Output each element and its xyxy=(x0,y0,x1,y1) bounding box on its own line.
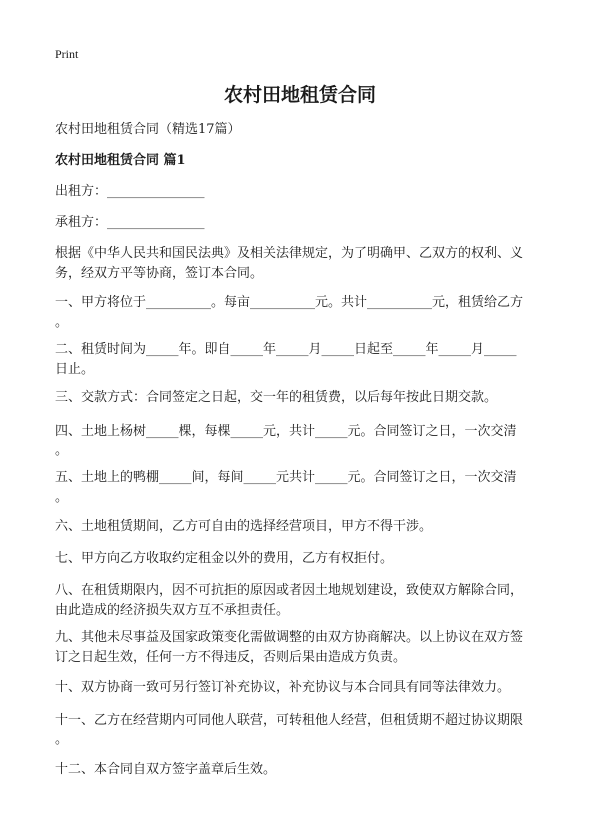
clause-2-line-2: 日止。 xyxy=(55,362,95,377)
clause-4-line-2: 。 xyxy=(55,443,69,458)
page-title: 农村田地租赁合同 xyxy=(223,84,376,106)
clause-5-line-2: 。 xyxy=(55,490,69,505)
section-title: 农村田地租赁合同 篇1 xyxy=(55,153,186,168)
clause-5-line-1: 五、土地上的鸭棚_____间，每间_____元共计_____元。合同签订之日，一次交清 xyxy=(55,470,517,485)
intro-line-1: 根据《中华人民共和国民法典》及相关法律规定，为了明确甲、乙双方的权利、义 xyxy=(55,246,524,261)
clause-3: 三、交款方式：合同签定之日起，交一年的租赁费，以后每年按此日期交款。 xyxy=(55,390,498,405)
intro-line-2: 务，经双方平等协商，签订本合同。 xyxy=(55,266,264,281)
clause-1-line-1: 一、甲方将位于__________。每亩__________元。共计__________元，租赁给乙方 xyxy=(55,295,524,310)
lessee-line: 承租方：_______________ xyxy=(55,215,205,230)
clause-11-line-1: 十一、乙方在经营期内可同他人联营，可转租他人经营，但租赁期不超过协议期限 xyxy=(55,713,524,728)
clause-4-line-1: 四、土地上杨树_____棵，每棵_____元，共计_____元。合同签订之日，一次交清 xyxy=(55,424,517,439)
clause-8-line-1: 八、在租赁期限内，因不可抗拒的原因或者因土地规划建设，致使双方解除合同， xyxy=(55,583,524,598)
clause-9-line-1: 九、其他未尽事益及国家政策变化需做调整的由双方协商解决。以上协议在双方签 xyxy=(55,630,524,645)
clause-9-line-2: 订之日起生效，任何一方不得违反，否则后果由造成方负责。 xyxy=(55,650,407,665)
clause-7: 七、甲方向乙方收取约定租金以外的费用，乙方有权拒付。 xyxy=(55,551,394,566)
clause-6: 六、土地租赁期间，乙方可自由的选择经营项目，甲方不得干涉。 xyxy=(55,519,433,534)
clause-8-line-2: 由此造成的经济损失双方互不承担责任。 xyxy=(55,603,290,618)
clause-1-line-2: 。 xyxy=(55,315,69,330)
clause-2-line-1: 二、租赁时间为_____年。即自_____年_____月_____日起至_____年_____月_____ xyxy=(55,342,517,357)
document-subtitle: 农村田地租赁合同（精选17篇） xyxy=(55,122,241,137)
clause-12: 十二、本合同自双方签字盖章后生效。 xyxy=(55,762,277,777)
lessor-line: 出租方：_______________ xyxy=(55,184,205,199)
clause-11-line-2: 。 xyxy=(55,732,69,747)
clause-10: 十、双方协商一致可另行签订补充协议，补充协议与本合同具有同等法律效力。 xyxy=(55,680,511,695)
print-label: Print xyxy=(55,47,79,61)
